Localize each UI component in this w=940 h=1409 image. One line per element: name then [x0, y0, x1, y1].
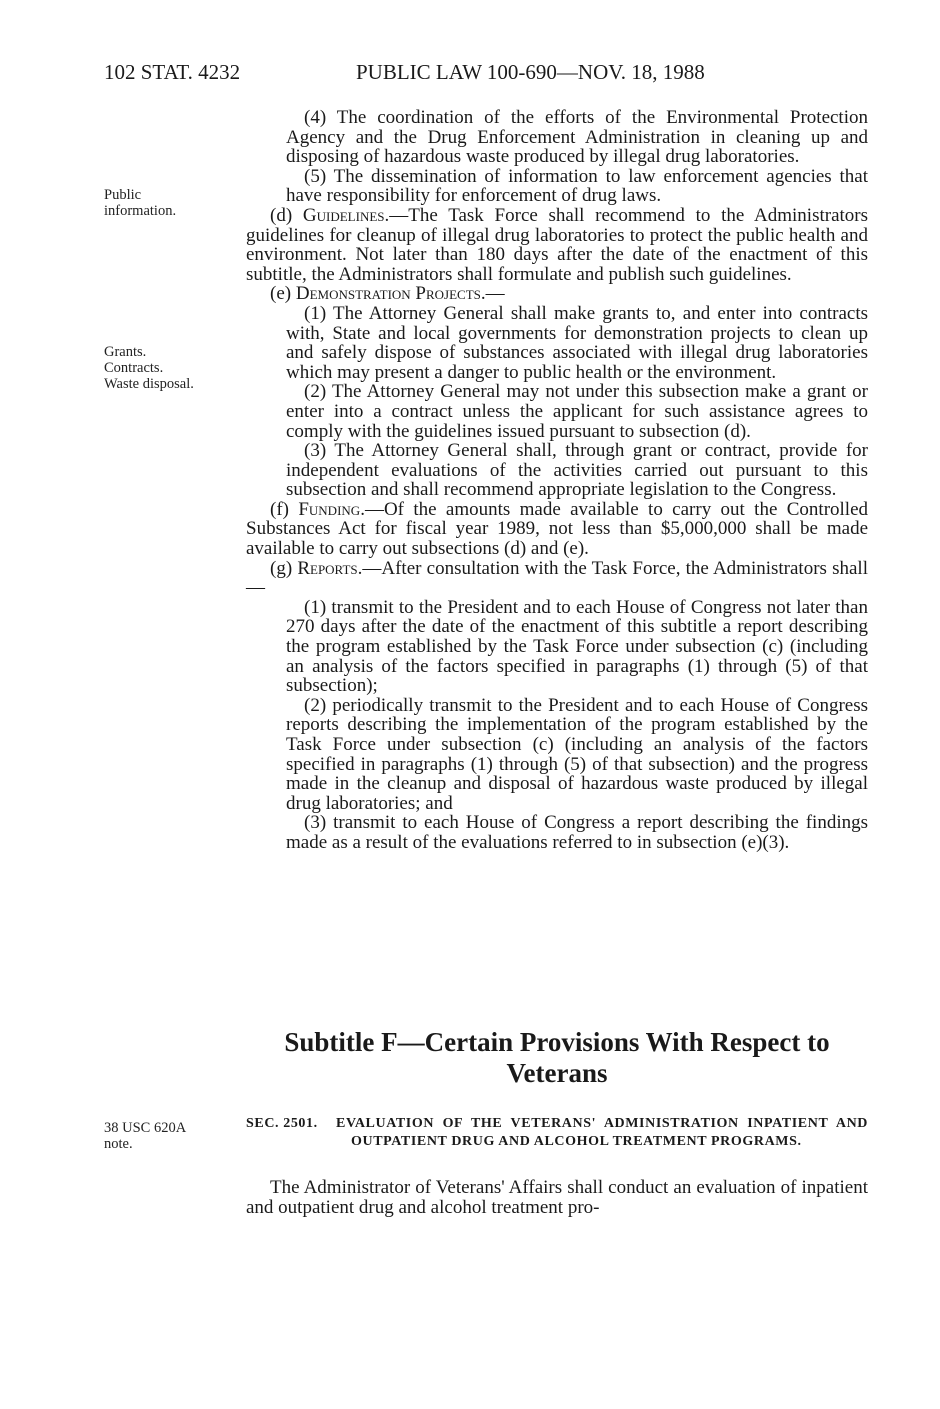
paragraph-g2: (2) periodically transmit to the President and to each House of Congress reports describing the implementation of the program established by the Task Force under subsection (c) (including an analysis of the factors specified in paragraphs (1) through (5) of that subsection) and the progress made in the cleanup and disposal of hazardous waste produced by illegal drug laboratories; and — [286, 694, 868, 814]
public-law-citation: PUBLIC LAW 100-690—NOV. 18, 1988 — [356, 60, 705, 84]
margin-note-public-information: Public information. — [104, 187, 177, 219]
section-title: EVALUATION OF THE VETERANS' ADMINISTRATION INPATIENT AND OUTPATIENT DRUG AND ALCOHOL TREATMENT PROGRAMS. — [336, 1116, 868, 1149]
paragraph-e1: (1) The Attorney General shall make grants to, and enter into contracts with, State and local governments for demonstration projects to clean up and safely dispose of substances associated with illegal drug laboratories which may present a danger to public health or the environment. — [286, 302, 868, 383]
subsection-f-heading: Funding — [298, 498, 361, 520]
subsection-e-heading: Demonstration Projects — [295, 283, 481, 305]
margin-note-usc: 38 USC 620A note. — [104, 1120, 187, 1152]
paragraph-e2: (2) The Attorney General may not under this subsection make a grant or enter into a contract unless the applicant for such assistance agrees to comply with the guidelines issued pursuant to subsection (d). — [286, 381, 868, 442]
subsection-g-heading: Reports — [297, 557, 358, 579]
subsection-d: (d) Guidelines.—The Task Force shall recommend to the Administrators guidelines for cleanup of illegal drug laboratories to protect the public health and environment. Not later than 180 days after the date of the enactment of this subtitle, the Administrators shall formulate and publish such guidelines. — [246, 204, 868, 285]
paragraph-c5: (5) The dissemination of information to law enforcement agencies that have responsibility for enforcement of drug laws. — [286, 165, 868, 207]
subtitle-heading: Subtitle F—Certain Provisions With Respect to Veterans — [284, 1027, 830, 1088]
margin-note-grants: Grants. Contracts. Waste disposal. — [104, 344, 194, 392]
statute-body — [246, 108, 868, 853]
statute-page-number: 102 STAT. 4232 — [104, 60, 241, 84]
subsection-g: (g) Reports.—After consultation with the Task Force, the Administrators shall— — [246, 557, 868, 599]
paragraph-c4: (4) The coordination of the efforts of the Environmental Protection Agency and the Drug Enforcement Administration in cleaning up and disposing of hazardous waste produced by illegal drug laboratories. — [286, 107, 868, 168]
paragraph-g3: (3) transmit to each House of Congress a report describing the findings made as a result of the evaluations referred to in subsection (e)(3). — [286, 812, 868, 853]
section-heading — [246, 1115, 868, 1151]
subsection-e: (e) Demonstration Projects.— — [270, 283, 505, 305]
subsection-d-heading: Guidelines — [302, 204, 385, 226]
section-number: SEC. 2501. — [246, 1116, 318, 1131]
subsection-f: (f) Funding.—Of the amounts made available to carry out the Controlled Substances Act for fiscal year 1989, not less than $5,000,000 shall be made available to carry out subsections (d) and (e). — [246, 498, 869, 560]
paragraph-g1: (1) transmit to the President and to each House of Congress not later than 270 days after the date of the enactment of this subtitle a report describing the program established by the Task Force under subsection (c) (including an analysis of the factors specified in paragraphs (1) through (5) of that subsection); — [286, 596, 868, 697]
section-text: The Administrator of Veterans' Affairs shall conduct an evaluation of inpatient and outpatient drug and alcohol treatment pro- — [246, 1177, 868, 1218]
paragraph-e3: (3) The Attorney General shall, through grant or contract, provide for independent evaluations of the activities carried out pursuant to this subsection and shall recommend appropriate legislation to the Congress. — [286, 440, 868, 501]
page-header — [104, 60, 864, 90]
